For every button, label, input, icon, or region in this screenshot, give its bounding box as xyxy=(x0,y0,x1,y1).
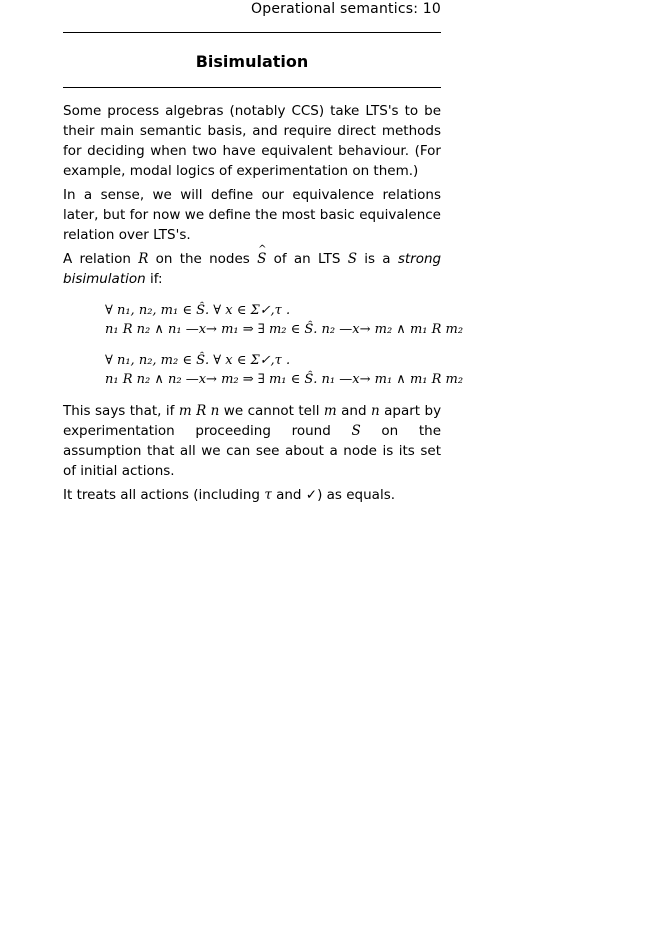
paragraph-actions xyxy=(63,485,441,505)
bottom-rule xyxy=(63,87,441,88)
text-fragment: and xyxy=(341,403,367,419)
formula-line: ∀ n₁, n₂, m₂ ∈ Ŝ. ∀ x ∈ Σ✓,τ . xyxy=(105,353,291,368)
paragraph-intro: Some process algebras (notably CCS) take LTS's to be their main semantic basis, and require direct methods for deciding when two have equivalent behaviour. (For example, modal logics of experimentation on them.) xyxy=(63,103,441,179)
text-fragment: is a xyxy=(364,251,391,267)
text-fragment: This says that, if xyxy=(63,403,175,419)
paragraph-explanation xyxy=(63,401,441,481)
math-n: n xyxy=(370,403,380,419)
formula-line: n₁ R n₂ ∧ n₂ —x→ m₂ ⇒ ∃ m₁ ∈ Ŝ. n₁ —x→ m₁ ∧ m₁ R m₂ xyxy=(105,372,464,387)
defined-term: strong bisimulation xyxy=(63,251,442,287)
text-fragment: on the assumption that all we can see about a node is its set of initial actions. xyxy=(63,423,441,479)
slide-title: Bisimulation xyxy=(195,52,309,71)
text-fragment: if: xyxy=(150,271,163,287)
text-fragment: It treats all actions (including xyxy=(63,487,261,503)
formula-line: n₁ R n₂ ∧ n₁ —x→ m₁ ⇒ ∃ m₂ ∈ Ŝ. n₂ —x→ m₂ ∧ m₁ R m₂ xyxy=(105,322,464,337)
bisimulation-condition-2 xyxy=(105,351,464,389)
text-fragment: ) as equals. xyxy=(317,487,396,503)
bisimulation-condition-1 xyxy=(105,301,464,339)
text-fragment: and xyxy=(276,487,302,503)
slide-body xyxy=(63,101,464,509)
text-fragment: apart by experimentation proceeding round xyxy=(63,403,442,439)
math-mRn: m R n xyxy=(178,403,220,419)
math-S: S xyxy=(351,423,361,439)
math-R: R xyxy=(138,251,149,267)
text-fragment: A relation xyxy=(63,251,131,267)
math-S-hat: ^ S xyxy=(257,249,266,269)
text-fragment: we cannot tell xyxy=(223,403,320,419)
text-fragment: on the nodes xyxy=(155,251,250,267)
paragraph-sense: In a sense, we will define our equivalence relations later, but for now we define the most basic equivalence relation over LTS's. xyxy=(63,187,441,243)
paragraph-definition xyxy=(63,249,441,289)
top-rule xyxy=(63,32,441,33)
running-header: Operational semantics: 10 xyxy=(251,1,441,17)
math-m: m xyxy=(323,403,337,419)
math-tau: τ xyxy=(264,487,272,503)
tick-symbol: ✓ xyxy=(305,487,318,503)
formula-line: ∀ n₁, n₂, m₁ ∈ Ŝ. ∀ x ∈ Σ✓,τ . xyxy=(105,303,291,318)
text-fragment: of an LTS xyxy=(273,251,341,267)
math-S: S xyxy=(347,251,357,267)
